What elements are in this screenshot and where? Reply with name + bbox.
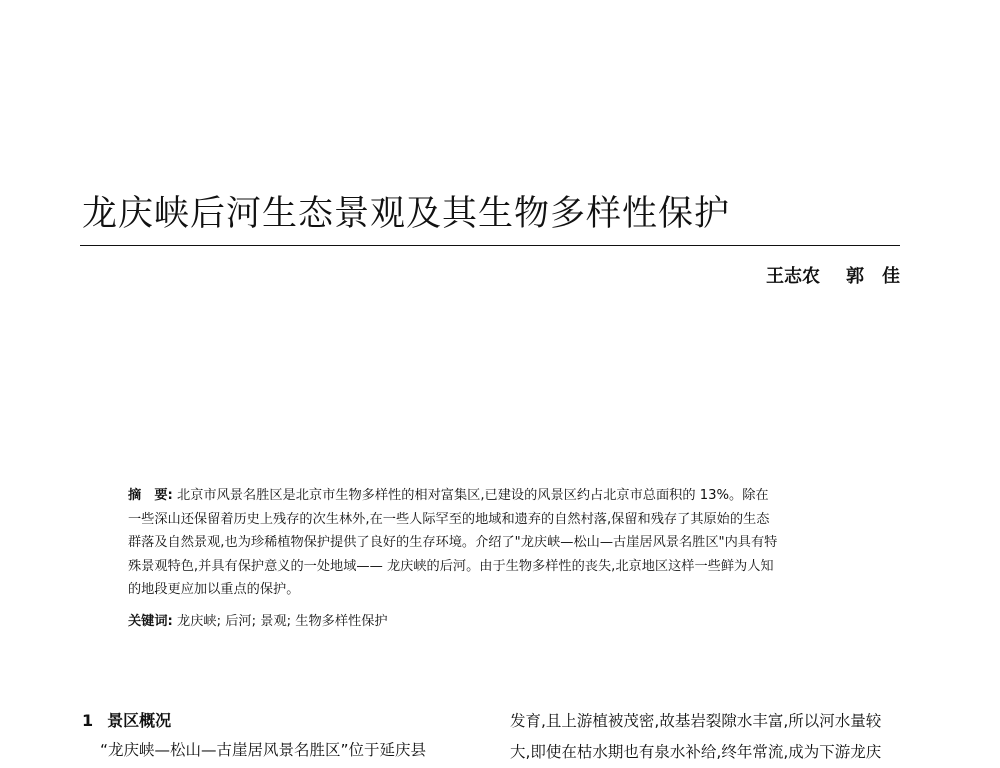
keywords-text: 龙庆峡; 后河; 景观; 生物多样性保护 <box>177 614 388 629</box>
authors <box>766 262 900 288</box>
body-right-column <box>510 706 881 768</box>
abstract-line: 殊景观特色,并具有保护意义的一处地域—— 龙庆峡的后河。由于生物多样性的丧失,北京地区这样一些鲜为人知 <box>128 558 774 574</box>
abstract <box>128 484 888 602</box>
keywords-label: 关键词: <box>128 614 173 629</box>
section-number: 1 <box>82 711 94 730</box>
section-heading <box>82 708 171 731</box>
title-rule <box>80 245 900 246</box>
section-title: 景区概况 <box>107 711 172 730</box>
abstract-line: 一些深山还保留着历史上残存的次生林外,在一些人际罕至的地域和遗弃的自然村落,保留和残存了其原始的生态 <box>128 511 770 527</box>
body-left-line: “龙庆峡—松山—古崖居风景名胜区”位于延庆县 <box>100 741 427 759</box>
abstract-line: 群落及自然景观,也为珍稀植物保护提供了良好的生存环境。介绍了"龙庆峡—松山—古崖居风景名胜区"内具有特 <box>128 535 778 551</box>
author-name: 郭 佳 <box>846 266 900 287</box>
abstract-label: 摘 要: <box>128 488 173 503</box>
paper-title: 龙庆峡后河生态景观及其生物多样性保护 <box>82 194 731 234</box>
abstract-line: 的地段更应加以重点的保护。 <box>128 582 300 598</box>
keywords <box>128 610 388 629</box>
abstract-text: 北京市风景名胜区是北京市生物多样性的相对富集区,已建设的风景区约占北京市总面积的 13%。除在 <box>177 488 769 503</box>
body-right-line: 发育,且上游植被茂密,故基岩裂隙水丰富,所以河水量较 <box>510 712 882 730</box>
abstract-line <box>128 484 888 508</box>
author-name: 王志农 <box>766 266 820 287</box>
body-right-line: 大,即使在枯水期也有泉水补给,终年常流,成为下游龙庆 <box>510 743 882 761</box>
